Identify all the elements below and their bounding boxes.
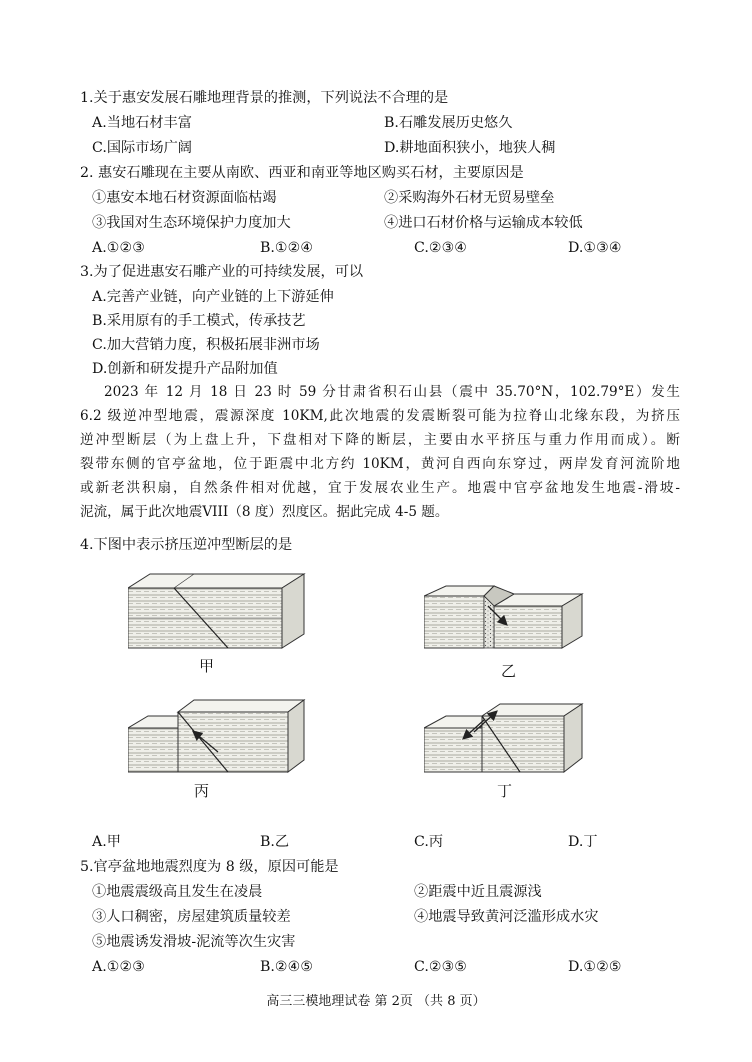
q5-item-2: ②距震中近且震源浅 (414, 884, 542, 900)
q5-item-1: ①地震震级高且发生在凌晨 (92, 884, 263, 900)
q1-option-a: A.当地石材丰富 (92, 115, 192, 131)
q3-option-c: C.加大营销力度，积极拓展非洲市场 (92, 337, 320, 353)
passage-line-1: 2023 年 12 月 18 日 23 时 59 分甘肃省积石山县（震中 35.70°N，102.79°E）发生 (104, 384, 680, 400)
fault-diagram-ding (424, 700, 584, 776)
q3-stem: 3.为了促进惠安石雕产业的可持续发展，可以 (80, 264, 364, 280)
fig-label-ding: 丁 (497, 782, 513, 800)
fig-label-bing: 丙 (194, 782, 210, 800)
q4-stem: 4.下图中表示挤压逆冲型断层的是 (80, 537, 293, 553)
q2-stem: 2. 惠安石雕现在主要从南欧、西亚和南亚等地区购买石材，主要原因是 (80, 165, 524, 181)
q2-item-1: ①惠安本地石材资源面临枯竭 (92, 190, 277, 206)
q2-option-a: A.①②③ (92, 240, 145, 256)
q5-option-b: B.②④⑤ (260, 959, 314, 975)
q4-option-c: C.丙 (414, 834, 444, 850)
q2-option-d: D.①③④ (568, 240, 622, 256)
passage-line-2: 6.2 级逆冲型地震，震源深度 10KM,此次地震的发震断裂可能为拉脊山北缘东段，为挤压 (80, 408, 680, 424)
passage-line-4: 裂带东侧的官亭盆地，位于距震中北方约 10KM，黄河自西向东穿过，两岸发育河流阶地 (80, 456, 680, 472)
q3-option-a: A.完善产业链，向产业链的上下游延伸 (92, 289, 334, 305)
q5-option-a: A.①②③ (92, 959, 145, 975)
q3-option-b: B.采用原有的手工模式，传承技艺 (92, 313, 306, 329)
q5-item-4: ④地震导致黄河泛滥形成水灾 (414, 909, 599, 925)
q5-option-c: C.②③⑤ (414, 959, 468, 975)
q4-option-a: A.甲 (92, 834, 121, 850)
fault-diagram-jia (128, 570, 308, 652)
q5-stem: 5.官亭盆地地震烈度为 8 级，原因可能是 (80, 859, 339, 875)
page-footer: 高三三模地理试卷 第 2页 （共 8 页） (266, 994, 486, 1009)
passage-line-5: 或新老洪积扇，自然条件相对优越，宜于发展农业生产。地震中官亭盆地发生地震-滑坡- (80, 480, 680, 496)
passage-line-6: 泥流，属于此次地震VIII（8 度）烈度区。据此完成 4-5 题。 (80, 504, 449, 520)
q4-option-d: D.丁 (568, 834, 598, 850)
q3-option-d: D.创新和研发提升产品附加值 (92, 361, 278, 377)
q1-option-c: C.国际市场广阔 (92, 140, 192, 156)
q5-item-5: ⑤地震诱发滑坡-泥流等次生灾害 (92, 934, 296, 950)
passage-line-3: 逆冲型断层（为上盘上升，下盘相对下降的断层，主要由水平挤压与重力作用而成）。断 (80, 432, 680, 448)
q5-option-d: D.①②⑤ (568, 959, 622, 975)
reading-passage (80, 380, 680, 524)
q2-item-4: ④进口石材价格与运输成本较低 (384, 215, 583, 231)
q2-item-3: ③我国对生态环境保护力度加大 (92, 215, 291, 231)
q2-option-c: C.②③④ (414, 240, 468, 256)
fault-diagram-bing (128, 698, 308, 776)
q5-item-3: ③人口稠密，房屋建筑质量较差 (92, 909, 291, 925)
q2-item-2: ②采购海外石材无贸易壁垒 (384, 190, 555, 206)
q4-option-b: B.乙 (260, 834, 290, 850)
q1-option-b: B.石雕发展历史悠久 (384, 115, 513, 131)
q1-stem: 1.关于惠安发展石雕地理背景的推测，下列说法不合理的是 (80, 90, 449, 106)
q2-option-b: B.①②④ (260, 240, 314, 256)
fig-label-jia: 甲 (199, 657, 215, 675)
q1-option-d: D.耕地面积狭小，地狭人稠 (384, 140, 556, 156)
fig-label-yi: 乙 (501, 662, 517, 680)
fault-diagram-yi (424, 576, 584, 652)
